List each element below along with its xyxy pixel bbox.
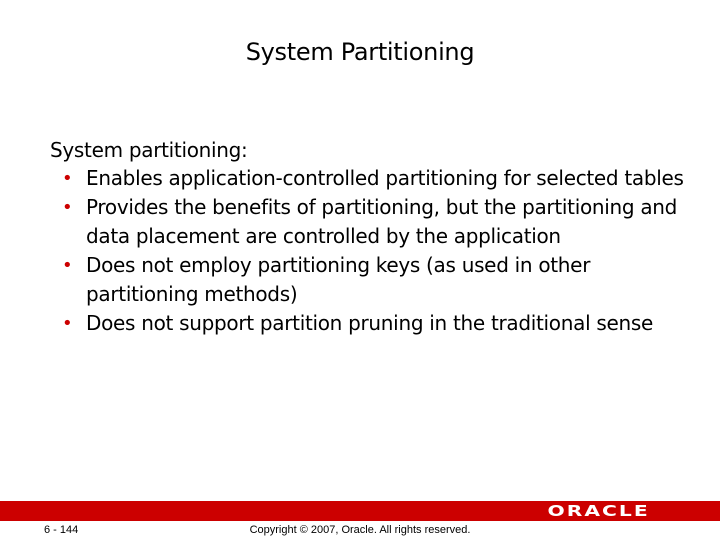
bullet-text: Does not employ partitioning keys (as used in other partitioning methods) bbox=[86, 253, 591, 306]
bullet-icon: • bbox=[62, 197, 73, 218]
list-item bbox=[50, 164, 690, 193]
bullet-text: Enables application-controlled partitioning for selected tables bbox=[86, 166, 684, 190]
bullet-text: Provides the benefits of partitioning, but the partitioning and data placement are controlled by the application bbox=[86, 195, 678, 248]
bullet-icon: • bbox=[62, 313, 73, 334]
bullet-icon: • bbox=[62, 255, 73, 276]
list-item bbox=[50, 251, 690, 309]
bullet-list bbox=[50, 164, 690, 338]
list-item bbox=[50, 193, 690, 251]
page-number: 6 - 144 bbox=[44, 524, 79, 536]
bullet-text: Does not support partition pruning in the traditional sense bbox=[86, 311, 654, 335]
bullet-icon: • bbox=[62, 168, 73, 189]
intro-text: System partitioning: bbox=[50, 138, 248, 162]
slide-title: System Partitioning bbox=[245, 38, 475, 66]
list-item bbox=[50, 309, 690, 338]
copyright-notice: Copyright © 2007, Oracle. All rights reserved. bbox=[249, 524, 471, 536]
oracle-logo-text: ORACLE bbox=[547, 502, 650, 520]
oracle-logo bbox=[547, 501, 650, 521]
slide-content bbox=[50, 136, 690, 338]
